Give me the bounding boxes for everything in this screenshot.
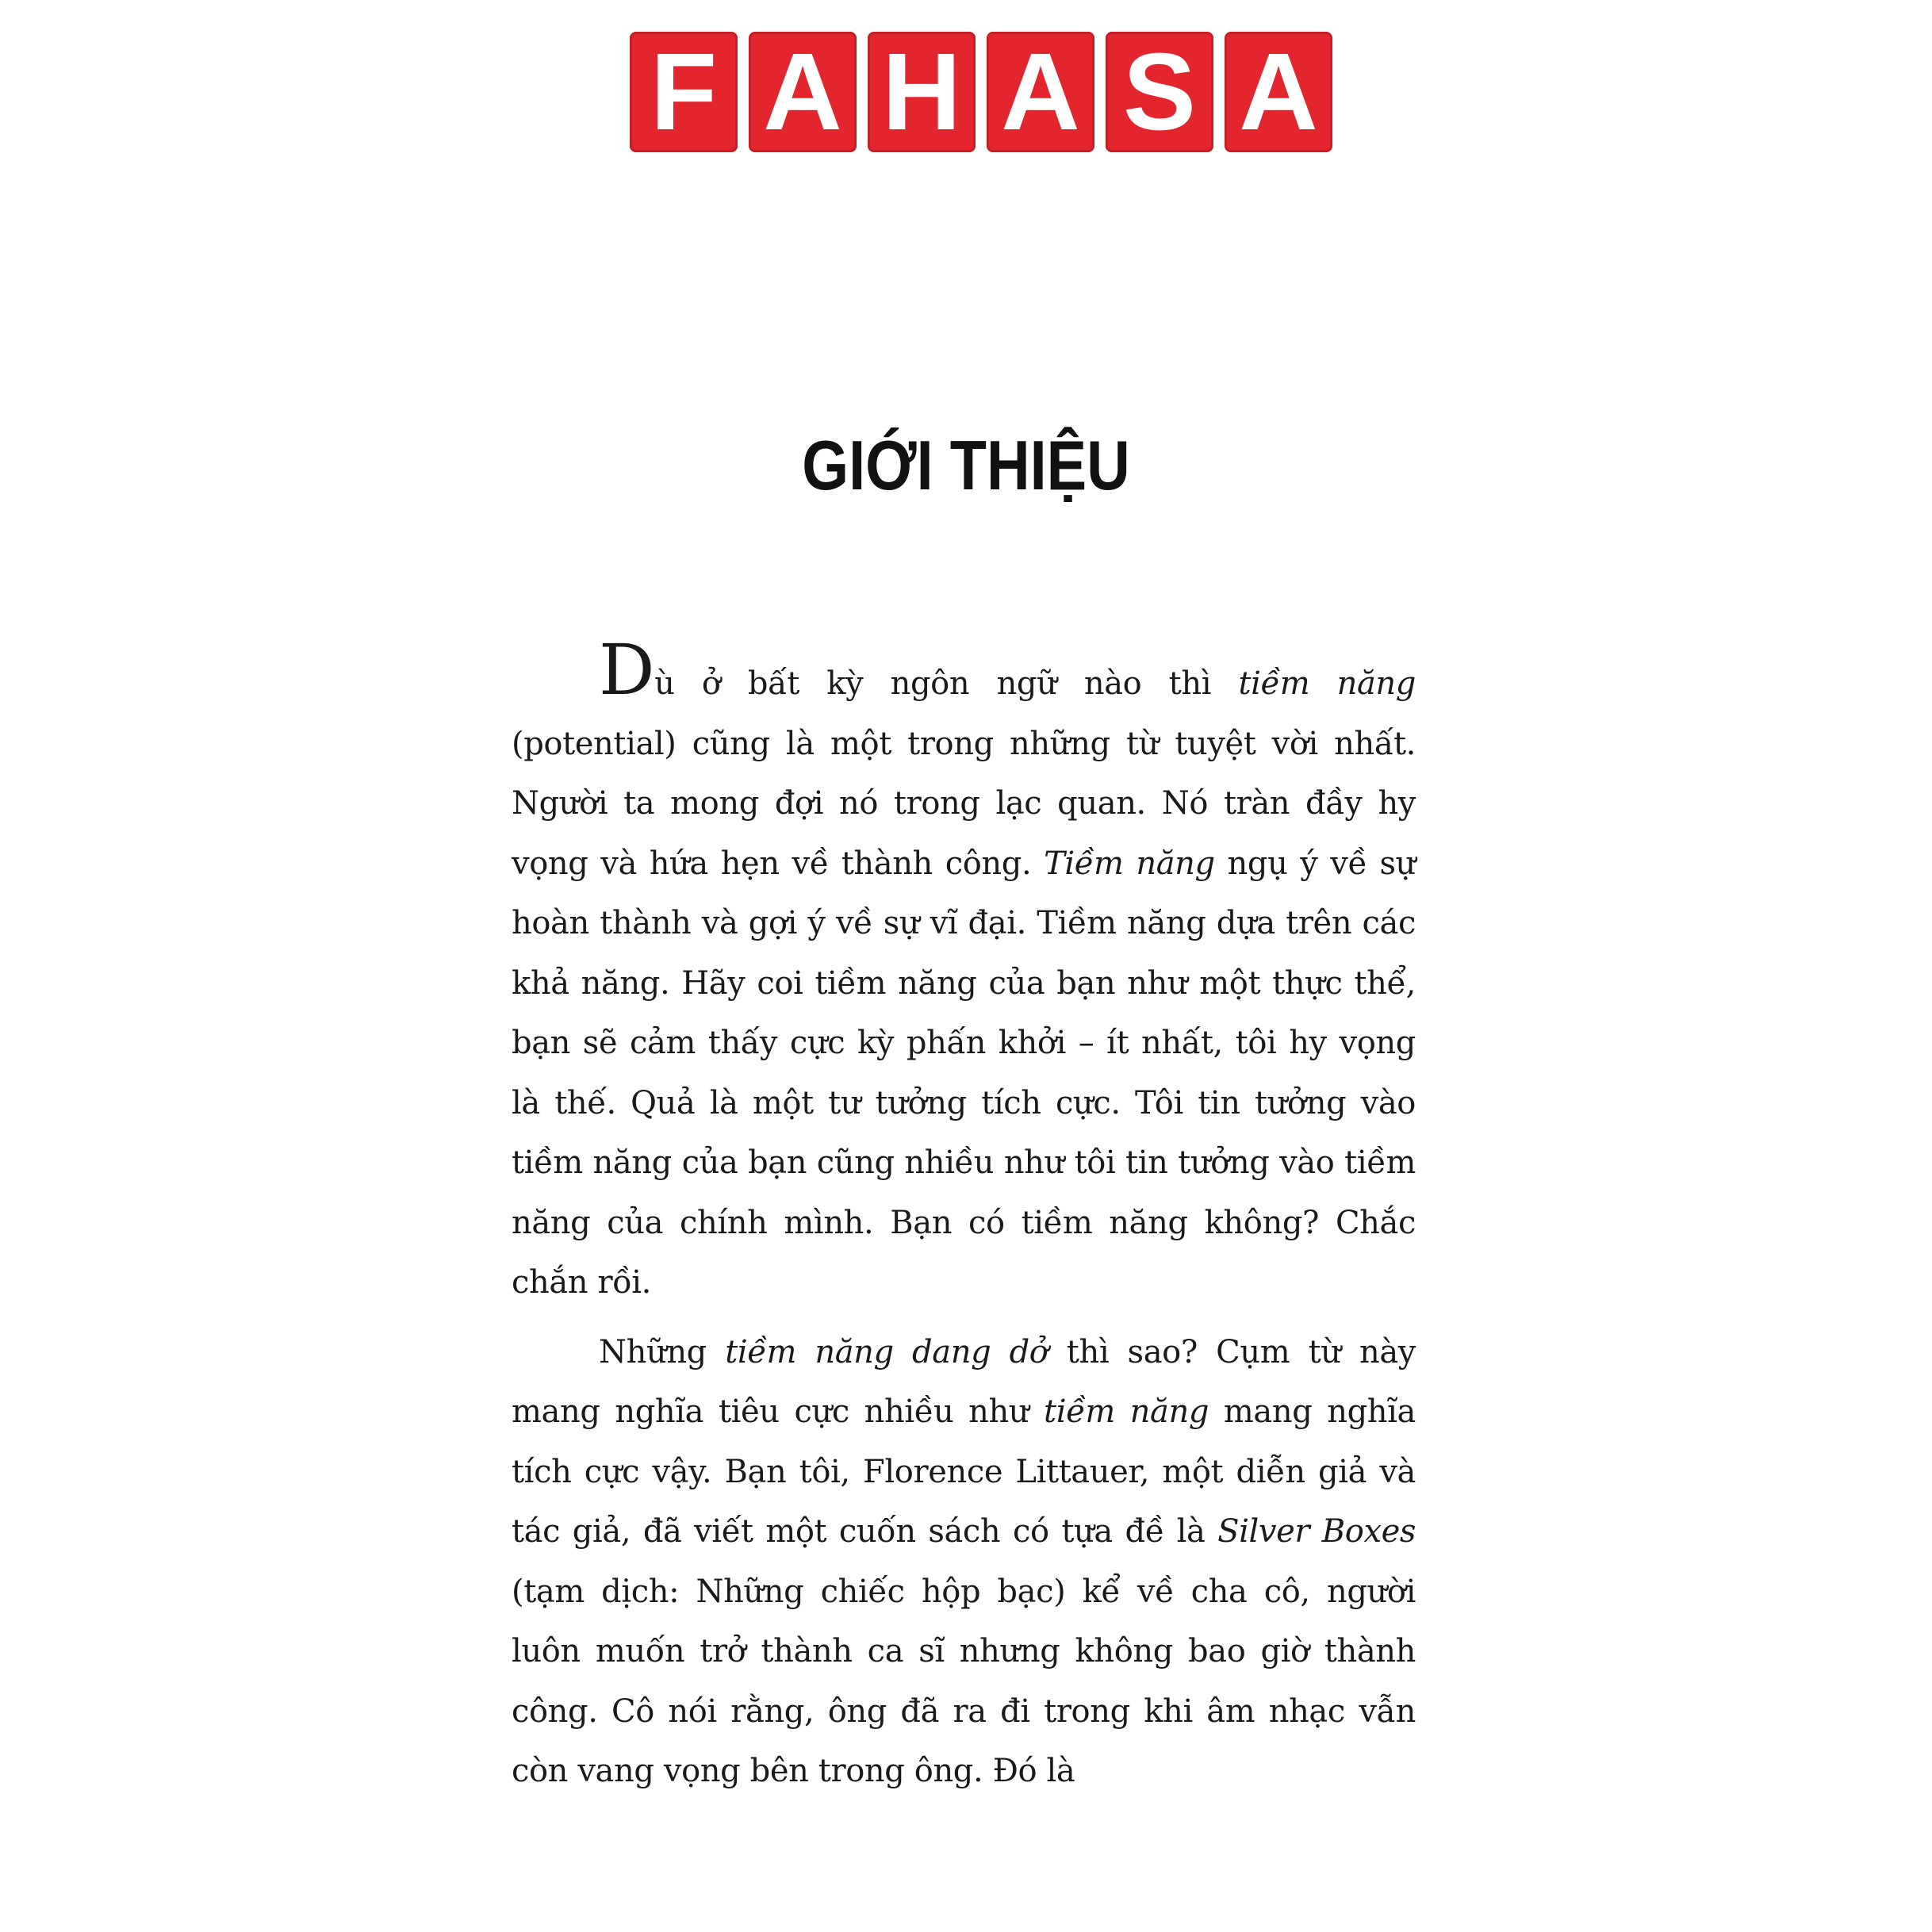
italic-book-title: Silver Boxes <box>1217 1513 1416 1550</box>
logo-letter: H <box>868 32 976 152</box>
paragraph-1 <box>512 629 1416 1313</box>
text-segment: (tạm dịch: Những chiếc hộp bạc) kể về cha cô, người luôn muốn trở thành ca sĩ nhưng không bao giờ thành công. Cô nói rằng, ông đã ra đi trong khi âm nhạc vẫn còn vang vọng bên trong ông. Đó là <box>512 1573 1416 1789</box>
dropcap: D <box>599 629 655 711</box>
text-segment: ù ở bất kỳ ngôn ngữ nào thì <box>654 665 1239 702</box>
italic-term: tiềm năng <box>1238 665 1416 702</box>
text-segment: mang nghĩa tích cực vậy. Bạn tôi, Florence Littauer, một diễn giả và tác giả, đã viết một cuốn sách có tựa đề là <box>512 1393 1416 1550</box>
text-segment: (potential) cũng là một trong những từ tuyệt vời nhất. Người ta mong đợi nó trong lạc quan. Nó tràn đầy hy vọng và hứa hẹn về thành công. <box>512 725 1416 882</box>
logo-letter: S <box>1106 32 1213 152</box>
text-segment: thì sao? Cụm từ này mang nghĩa tiêu cực nhiều như <box>512 1333 1416 1430</box>
logo-letter: A <box>1225 32 1332 152</box>
logo-letter: F <box>630 32 738 152</box>
italic-term: tiềm năng <box>1044 1393 1209 1430</box>
text-segment: ngụ ý về sự hoàn thành và gợi ý về sự vĩ đại. Tiềm năng dựa trên các khả năng. Hãy coi tiềm năng của bạn như một thực thể, bạn sẽ cảm thấy cực kỳ phấn khởi – ít nhất, tôi hy vọng là thế. Quả là một tư tưởng tích cực. Tôi tin tưởng vào tiềm năng của bạn cũng nhiều như tôi tin tưởng vào tiềm năng của chính mình. Bạn có tiềm năng không? Chắc chắn rồi. <box>512 845 1416 1301</box>
italic-term: tiềm năng dang dở <box>725 1333 1048 1370</box>
logo-letter: A <box>749 32 857 152</box>
logo-letter: A <box>987 32 1094 152</box>
body-text <box>512 629 1416 1811</box>
chapter-title: GIỚI THIỆU <box>802 426 1130 504</box>
fahasa-logo <box>630 32 1332 152</box>
paragraph-2 <box>512 1323 1416 1802</box>
text-segment: Những <box>599 1333 726 1370</box>
italic-term: Tiềm năng <box>1044 845 1215 882</box>
